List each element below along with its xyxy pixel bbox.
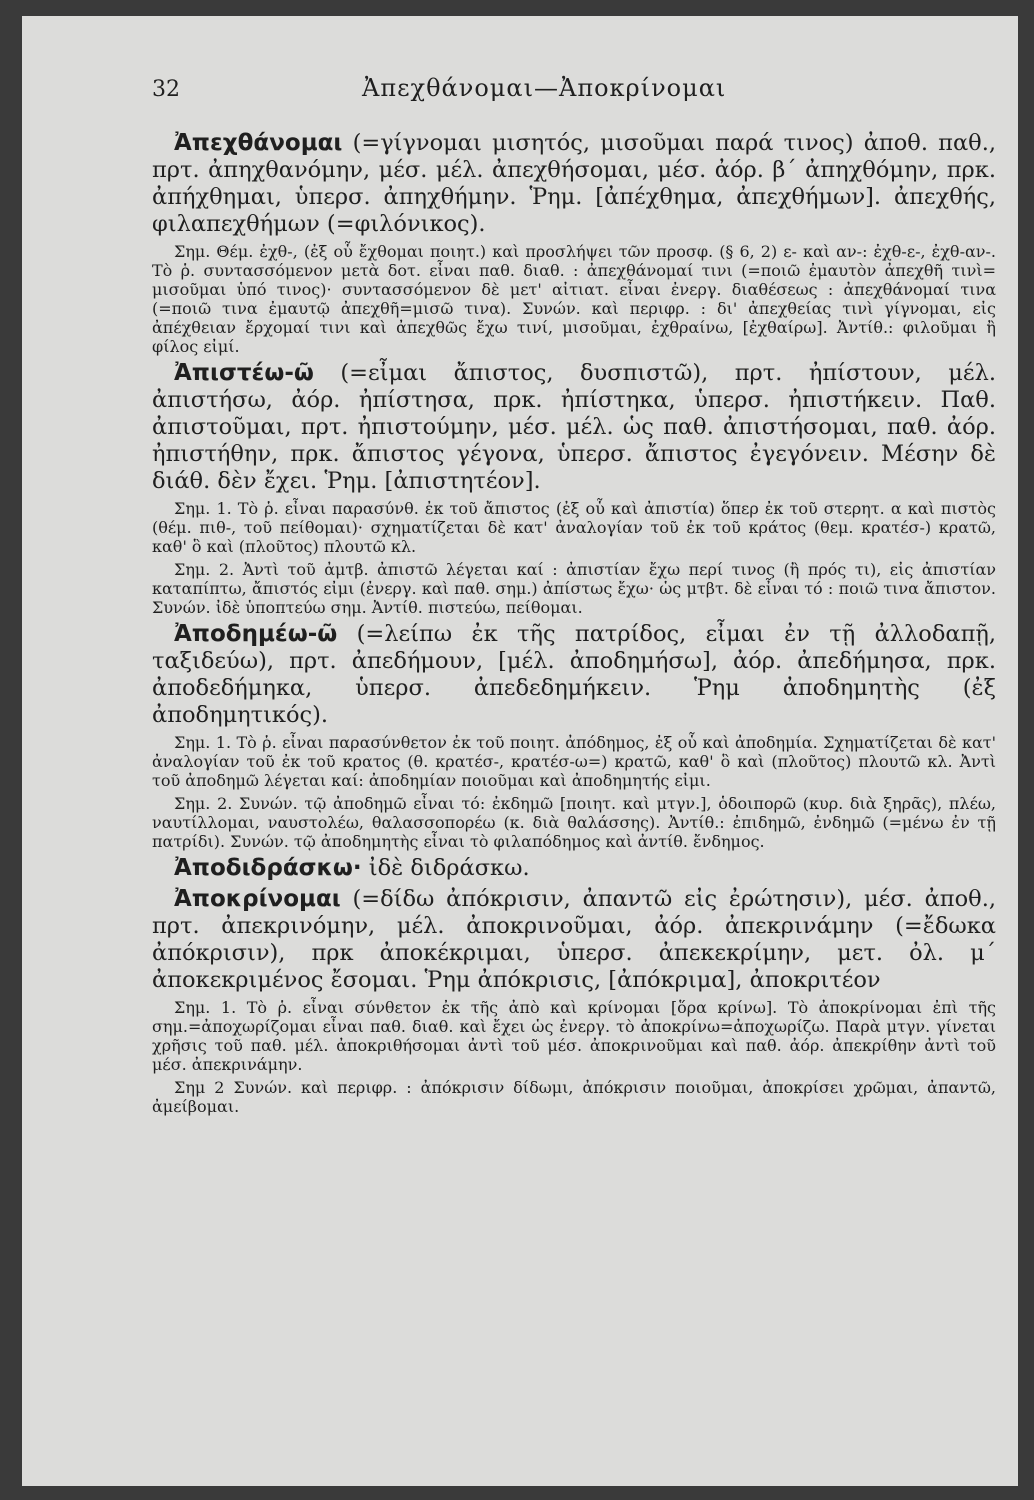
entry-note: Σημ. 2. Ἀντὶ τοῦ ἀμτβ. ἀπιστῶ λέγεται καί : ἀπιστίαν ἔχω περί τινος (ἢ πρός τι), εἰς ἀπιστίαν καταπίπτω, ἄπιστός εἰμι (ἐνεργ. καὶ παθ. σημ.) ἀπίστως ἔχω· ὡς μτβτ. δὲ εἶναι τό : ποιῶ τινα ἄπιστον. Συνών. ἰδὲ ὑποπτεύω σημ. Ἀντίθ. πιστεύω, πείθομαι.: [152, 560, 996, 617]
entry-note: Σημ. 1. Τὸ ῥ. εἶναι παρασύνθετον ἐκ τοῦ ποιητ. ἀπόδημος, ἐξ οὗ καὶ ἀποδημία. Σχηματίζεται δὲ κατ' ἀναλογίαν τοῦ ἐκ τοῦ κρατος (θ. κρατέσ-, κρατέσ-ω=) κρατῶ, καθ' ὃ καὶ (πλοῦτος) πλουτῶ κλ. Ἀντὶ τοῦ ἀποδημῶ λέγεται καί: ἀποδημίαν ποιοῦμαι καὶ ἀποδημητής εἰμι.: [152, 733, 996, 790]
page-header: [152, 74, 996, 118]
entry-text: [152, 360, 996, 495]
page-number: 32: [152, 77, 180, 102]
dictionary-entry: [152, 130, 996, 356]
entry-note: Σημ. Θέμ. ἐχθ-, (ἐξ οὗ ἔχθομαι ποιητ.) καὶ προσλήψει τῶν προσφ. (§ 6, 2) ε- καὶ αν-: ἐχθ-ε-, ἐχθ-αν-. Τὸ ῥ. συντασσόμενον μετὰ δοτ. εἶναι παθ. διαθ. : ἀπεχθάνομαί τινι (=ποιῶ ἐμαυτὸν ἀπεχθῆ τινὶ= μισοῦμαι ὑπό τινος)· συντασσόμενον δὲ μετ' αἰτιατ. εἶναι ἐνεργ. διαθέσεως : ἀπεχθάνομαί τινα (=ποιῶ τινα ἐμαυτῷ ἀπεχθῆ=μισῶ τινα). Συνών. καὶ περιφρ. : δι' ἀπεχθείας τινὶ γίγνομαι, εἰς ἀπέχθειαν ἔρχομαί τινι καὶ ἀπεχθῶς ἔχω τινί, μισοῦμαι, ἐχθραίνω, [ἐχθαίρω]. Ἀντίθ.: φιλοῦμαι ἢ φίλος εἰμί.: [152, 242, 996, 356]
running-head: Ἀπεχθάνομαι—Ἀποκρίνομαι: [362, 74, 727, 102]
headword: Ἀπιστέω-ῶ: [174, 360, 314, 386]
entry-definition: ἰδὲ διδράσκω.: [361, 855, 530, 881]
headword: Ἀποδημέω-ῶ: [174, 621, 338, 647]
headword: Ἀπεχθάνομαι: [174, 130, 343, 156]
dictionary-entry: [152, 360, 996, 617]
entry-note: Σημ. 2. Συνών. τῷ ἀποδημῶ εἶναι τό: ἐκδημῶ [ποιητ. καὶ μτγν.], ὁδοιπορῶ (κυρ. διὰ ξηρᾶς), πλέω, ναυτίλλομαι, ναυστολέω, θαλασσοπορέω (κ. διὰ θαλάσσης). Ἀντίθ.: ἐπιδημῶ, ἐνδημῶ (=μένω ἐν τῇ πατρίδι). Συνών. τῷ ἀποδημητὴς εἶναι τὸ φιλαπόδημος καὶ ἀντίθ. ἔνδημος.: [152, 794, 996, 851]
entry-definition: (=γίγνομαι μισητός, μισοῦμαι παρά τινος) ἀποθ. παθ., πρτ. ἀπηχθανόμην, μέσ. μέλ. ἀπεχθήσομαι, μέσ. ἀόρ. β´ ἀπηχθόμην, πρκ. ἀπήχθημαι, ὑπερσ. ἀπηχθήμην. Ῥημ. [ἀπέχθημα, ἀπεχθήμων]. ἀπεχθής, φιλαπεχθήμων (=φιλόνικος).: [152, 130, 996, 237]
headword: Ἀποδιδράσκω·: [174, 855, 362, 881]
entry-text: [152, 855, 996, 882]
book-page: [22, 16, 1018, 1486]
entry-definition: (=δίδω ἀπόκρισιν, ἀπαντῶ εἰς ἐρώτησιν), μέσ. ἀποθ., πρτ. ἀπεκρινόμην, μέλ. ἀποκρινοῦμαι, ἀόρ. ἀπεκρινάμην (=ἔδωκα ἀπόκρισιν), πρκ ἀποκέκριμαι, ὑπερσ. ἀπεκεκρίμην, μετ. ὀλ. μ´ ἀποκεκριμένος ἔσομαι. Ῥημ ἀπόκρισις, [ἀπόκριμα], ἀποκριτέον: [152, 886, 996, 993]
dictionary-entry: [152, 621, 996, 851]
entry-definition: (=εἶμαι ἄπιστος, δυσπιστῶ), πρτ. ἠπίστουν, μέλ. ἀπιστήσω, ἀόρ. ἠπίστησα, πρκ. ἠπίστηκα, ὑπερσ. ἠπιστήκειν. Παθ. ἀπιστοῦμαι, πρτ. ἠπιστούμην, μέσ. μέλ. ὡς παθ. ἀπιστήσομαι, παθ. ἀόρ. ἠπιστήθην, πρκ. ἄπιστος γέγονα, ὑπερσ. ἄπιστος ἐγεγόνειν. Μέσην δὲ διάθ. δὲν ἔχει. Ῥημ. [ἀπιστητέον].: [152, 360, 996, 494]
dictionary-entry: [152, 886, 996, 1116]
entry-text: [152, 130, 996, 238]
entry-note: Σημ 2 Συνών. καὶ περιφρ. : ἀπόκρισιν δίδωμι, ἀπόκρισιν ποιοῦμαι, ἀποκρίσει χρῶμαι, ἀπαντῶ, ἀμείβομαι.: [152, 1078, 996, 1116]
entry-text: [152, 886, 996, 994]
entry-note: Σημ. 1. Τὸ ῥ. εἶναι παρασύνθ. ἐκ τοῦ ἄπιστος (ἐξ οὗ καὶ ἀπιστία) ὅπερ ἐκ τοῦ στερητ. α καὶ πιστὸς (θέμ. πιθ-, τοῦ πείθομαι)· σχηματίζεται δὲ κατ' ἀναλογίαν τοῦ ἐκ τοῦ κράτος (θεμ. κρατέσ-) κρατῶ, καθ' ὃ καὶ (πλοῦτος) πλουτῶ κλ.: [152, 499, 996, 556]
headword: Ἀποκρίνομαι: [174, 886, 341, 912]
entry-text: [152, 621, 996, 729]
entry-definition: (=λείπω ἐκ τῆς πατρίδος, εἶμαι ἐν τῇ ἀλλοδαπῇ, ταξιδεύω), πρτ. ἀπεδήμουν, [μέλ. ἀποδημήσω], ἀόρ. ἀπεδήμησα, πρκ. ἀποδεδήμηκα, ὑπερσ. ἀπεδεδημήκειν. Ῥημ ἀποδημητὴς (ἐξ ἀποδημητικός).: [152, 621, 996, 728]
dictionary-entry: [152, 855, 996, 882]
entry-note: Σημ. 1. Τὸ ῥ. εἶναι σύνθετον ἐκ τῆς ἀπὸ καὶ κρίνομαι [ὅρα κρίνω]. Τὸ ἀποκρίνομαι ἐπὶ τῆς σημ.=ἀποχωρίζομαι εἶναι παθ. διαθ. καὶ ἔχει ὡς ἐνεργ. τὸ ἀποκρίνω=ἀποχωρίζω. Παρὰ μτγν. γίνεται χρῆσις τοῦ παθ. μέλ. ἀποκριθήσομαι ἀντὶ τοῦ μέσ. ἀποκρινοῦμαι καὶ παθ. ἀόρ. ἀπεκρίθην ἀντὶ τοῦ μέσ. ἀπεκρινάμην.: [152, 998, 996, 1074]
